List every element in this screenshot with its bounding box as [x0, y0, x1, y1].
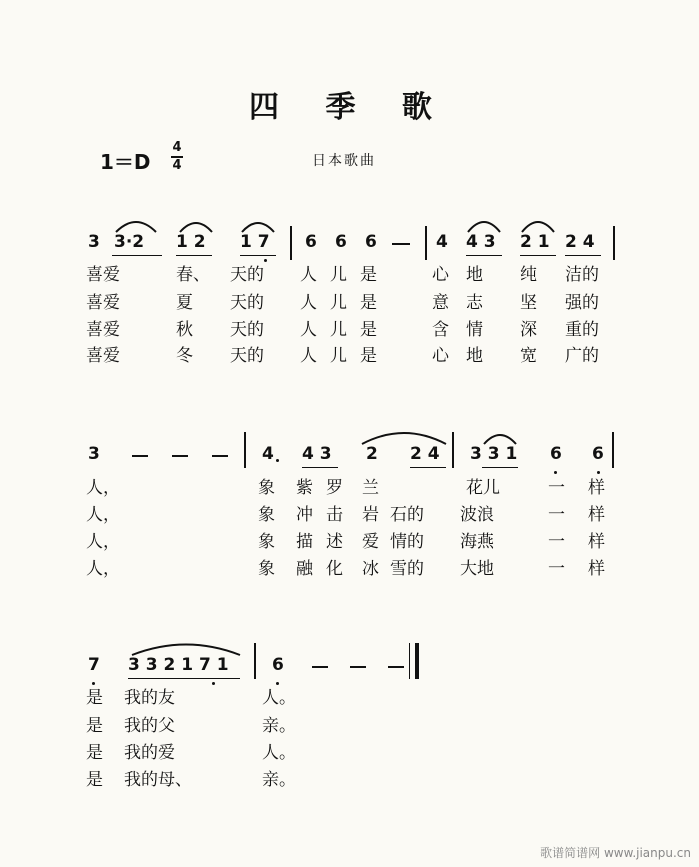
lyric: 象: [258, 505, 275, 525]
underline: [240, 255, 276, 256]
lyric: 人，: [86, 559, 120, 579]
lyric: 洁的: [565, 265, 599, 285]
bar-line: [290, 226, 292, 260]
lyric: 亲。: [262, 716, 296, 736]
lyric: 春、: [176, 265, 210, 285]
lyric: 紫: [296, 478, 313, 498]
time-signature-top: 4: [172, 140, 182, 155]
lyric: 冬: [176, 346, 193, 366]
bar-line: [613, 226, 615, 260]
lyric: 样: [588, 532, 605, 552]
lyric: 含: [432, 320, 449, 340]
underline: [128, 678, 240, 679]
note: 4: [436, 232, 448, 252]
lyric: 击: [326, 505, 343, 525]
lyric: 儿: [330, 293, 347, 313]
lyric: 是: [360, 320, 377, 340]
lyric: 人，: [86, 532, 120, 552]
note: 6: [365, 232, 377, 252]
lyric: 样: [588, 478, 605, 498]
composer-label: 日本歌曲: [312, 153, 376, 169]
hold-dash: [350, 666, 366, 668]
bar-line: [254, 643, 256, 679]
slur: [242, 223, 274, 232]
lyric: 象: [258, 478, 275, 498]
underline: [482, 467, 518, 468]
note: 4: [262, 444, 274, 464]
lyric: 象: [258, 532, 275, 552]
lyric: 是: [86, 743, 103, 763]
rhythm-dot: [276, 459, 279, 462]
lyric: 情: [466, 320, 483, 340]
note: 7: [88, 655, 100, 675]
lyric: 是: [86, 716, 103, 736]
low-octave-dot: [554, 471, 557, 474]
lyric: 人: [300, 293, 317, 313]
lyric: 雪的: [390, 559, 424, 579]
hold-dash: [132, 455, 148, 457]
lyric: 喜爱: [86, 293, 120, 313]
note: 3·2: [114, 232, 145, 252]
note: 3 3 2 1 7 1: [128, 655, 229, 675]
slur: [116, 222, 156, 232]
lyric: 象: [258, 559, 275, 579]
watermark: 歌谱简谱网 www.jianpu.cn: [540, 846, 691, 860]
time-signature: [170, 140, 184, 174]
lyric: 天的: [230, 346, 264, 366]
note: 2: [366, 444, 378, 464]
lyric: 亲。: [262, 770, 296, 790]
lyric: 人: [300, 320, 317, 340]
lyric: 人: [300, 265, 317, 285]
lyric: 秋: [176, 320, 193, 340]
lyric: 述: [326, 532, 343, 552]
lyric: 冰: [362, 559, 379, 579]
lyric: 纯: [520, 265, 537, 285]
lyric: 意: [432, 293, 449, 313]
slur: [468, 222, 500, 232]
underline: [520, 255, 556, 256]
lyric: 描: [296, 532, 313, 552]
lyric: 人，: [86, 505, 120, 525]
lyric: 天的: [230, 265, 264, 285]
lyric: 是: [86, 688, 103, 708]
lyric: 儿: [330, 320, 347, 340]
lyric: 是: [360, 346, 377, 366]
lyric: 我的爱: [124, 743, 175, 763]
lyric: 儿: [330, 346, 347, 366]
lyric: 深: [520, 320, 537, 340]
lyric: 我的母、: [124, 770, 192, 790]
underline: [176, 255, 212, 256]
lyric: 人。: [262, 743, 296, 763]
slur: [362, 433, 446, 444]
low-octave-dot: [264, 259, 267, 262]
lyric: 宽: [520, 346, 537, 366]
bar-line: [244, 432, 246, 468]
lyric: 爱: [362, 532, 379, 552]
lyric: 化: [326, 559, 343, 579]
lyric: 融: [296, 559, 313, 579]
lyric: 天的: [230, 320, 264, 340]
time-signature-bottom: 4: [172, 158, 182, 173]
lyric: 儿: [330, 265, 347, 285]
note: 4 3: [466, 232, 496, 252]
lyric: 强的: [565, 293, 599, 313]
note: 3 3 1: [470, 444, 518, 464]
note: 6: [550, 444, 562, 464]
lyric: 地: [466, 265, 483, 285]
lyric: 一: [548, 532, 565, 552]
lyric: 喜爱: [86, 265, 120, 285]
lyric: 喜爱: [86, 346, 120, 366]
lyric: 石的: [390, 505, 424, 525]
lyric: 重的: [565, 320, 599, 340]
slur: [180, 223, 212, 232]
lyric: 一: [548, 559, 565, 579]
lyric: 一: [548, 505, 565, 525]
note: 3: [88, 232, 100, 252]
key-signature: 1＝D: [100, 150, 151, 174]
lyric: 一: [548, 478, 565, 498]
lyric: 样: [588, 559, 605, 579]
slur: [484, 435, 516, 444]
slur: [522, 222, 554, 232]
underline: [565, 255, 601, 256]
lyric: 罗: [326, 478, 343, 498]
lyric: 是: [360, 265, 377, 285]
lyric: 情的: [390, 532, 424, 552]
lyric: 喜爱: [86, 320, 120, 340]
slur: [132, 645, 240, 656]
bar-line: [425, 226, 427, 260]
underline: [112, 255, 162, 256]
lyric: 广的: [565, 346, 599, 366]
lyric: 我的父: [124, 716, 175, 736]
lyric: 心: [432, 265, 449, 285]
page-title: 四 季 歌: [249, 90, 450, 125]
lyric: 天的: [230, 293, 264, 313]
lyric: 人。: [262, 688, 296, 708]
note: 6: [305, 232, 317, 252]
lyric: 大地: [460, 559, 494, 579]
hold-dash: [172, 455, 188, 457]
low-octave-dot: [92, 682, 95, 685]
lyric: 海燕: [460, 532, 494, 552]
lyric: 兰: [362, 478, 379, 498]
note: 6: [335, 232, 347, 252]
note: 6: [272, 655, 284, 675]
underline: [302, 467, 338, 468]
note: 4 3: [302, 444, 332, 464]
note: 2 1: [520, 232, 550, 252]
lyric: 志: [466, 293, 483, 313]
hold-dash: [312, 666, 328, 668]
lyric: 人: [300, 346, 317, 366]
lyric: 心: [432, 346, 449, 366]
low-octave-dot: [212, 682, 215, 685]
final-bar-thick: [415, 643, 419, 679]
low-octave-dot: [597, 471, 600, 474]
lyric: 地: [466, 346, 483, 366]
lyric: 是: [86, 770, 103, 790]
final-bar-thin: [409, 643, 410, 679]
underline: [466, 255, 502, 256]
note: 2 4: [565, 232, 595, 252]
note: 3: [88, 444, 100, 464]
lyric: 样: [588, 505, 605, 525]
lyric: 坚: [520, 293, 537, 313]
hold-dash: [392, 243, 410, 245]
lyric: 冲: [296, 505, 313, 525]
lyric: 我的友: [124, 688, 175, 708]
lyric: 波浪: [460, 505, 494, 525]
lyric: 岩: [362, 505, 379, 525]
note: 6: [592, 444, 604, 464]
low-octave-dot: [276, 682, 279, 685]
lyric: 人，: [86, 478, 120, 498]
hold-dash: [388, 666, 404, 668]
hold-dash: [212, 455, 228, 457]
note: 1 2: [176, 232, 206, 252]
lyric: 是: [360, 293, 377, 313]
note: 1 7: [240, 232, 270, 252]
bar-line: [452, 432, 454, 468]
bar-line: [612, 432, 614, 468]
lyric: 夏: [176, 293, 193, 313]
note: 2 4: [410, 444, 440, 464]
underline: [410, 467, 446, 468]
lyric: 花儿: [466, 478, 500, 498]
